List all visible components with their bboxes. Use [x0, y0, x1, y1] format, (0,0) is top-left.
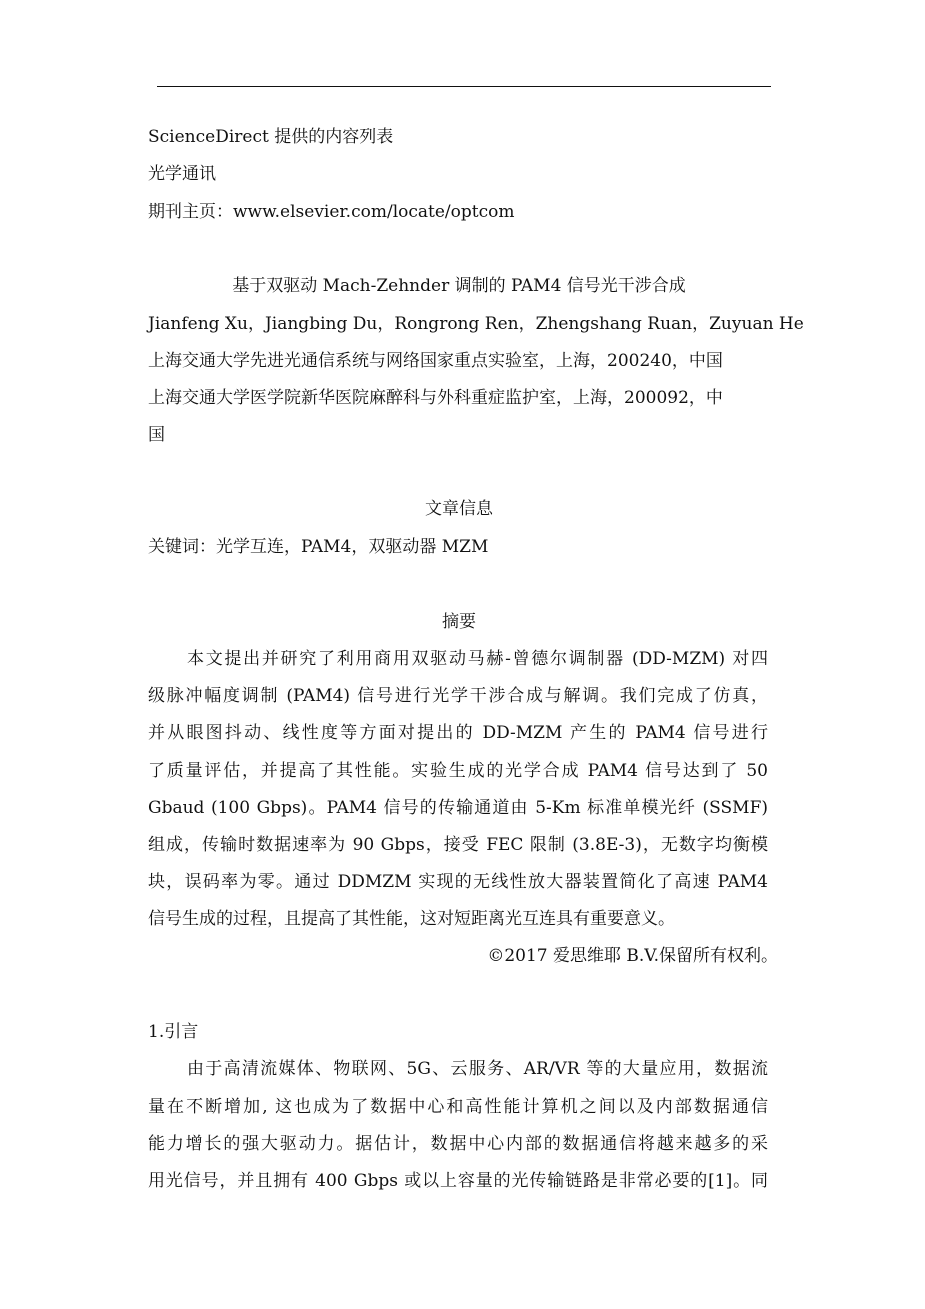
journal-homepage: 期刊主页：www.elsevier.com/locate/optcom [148, 202, 515, 222]
intro-heading: 1.引言 [148, 1022, 199, 1042]
article-info-heading: 文章信息 [425, 499, 493, 519]
abstract-line: 本文提出并研究了利用商用双驱动马赫-曾德尔调制器 (DD-MZM) 对四 [187, 649, 768, 669]
abstract-line: 了质量评估，并提高了其性能。实验生成的光学合成 PAM4 信号达到了 50 [148, 761, 768, 781]
abstract-line: 级脉冲幅度调制 (PAM4) 信号进行光学干涉合成与解调。我们完成了仿真， [148, 686, 768, 706]
intro-line: 由于高清流媒体、物联网、5G、云服务、AR/VR 等的大量应用，数据流 [187, 1059, 768, 1079]
article-title: 基于双驱动 Mach-Zehnder 调制的 PAM4 信号光干涉合成 [232, 276, 686, 296]
abstract-line: 并从眼图抖动、线性度等方面对提出的 DD-MZM 产生的 PAM4 信号进行 [148, 723, 768, 743]
abstract-line: 信号生成的过程，且提高了其性能，这对短距离光互连具有重要意义。 [148, 909, 675, 929]
abstract-line: 块，误码率为零。通过 DDMZM 实现的无线性放大器装置简化了高速 PAM4 [148, 872, 768, 892]
abstract-heading: 摘要 [442, 612, 476, 632]
affiliation-2-cont: 国 [148, 425, 165, 445]
affiliation-2: 上海交通大学医学院新华医院麻醉科与外科重症监护室，上海，200092，中 [148, 388, 723, 408]
abstract-line: Gbaud (100 Gbps)。PAM4 信号的传输通道由 5-Km 标准单模光纤 (SSMF) [148, 798, 768, 818]
journal-name: 光学通讯 [148, 164, 216, 184]
source-line: ScienceDirect 提供的内容列表 [148, 127, 394, 147]
keywords: 关键词：光学互连，PAM4，双驱动器 MZM [148, 537, 489, 557]
copyright: ©2017 爱思维耶 B.V.保留所有权利。 [487, 946, 778, 966]
top-rule [157, 86, 771, 87]
abstract-line: 组成，传输时数据速率为 90 Gbps，接受 FEC 限制 (3.8E-3)，无数字均衡模 [148, 835, 768, 855]
intro-line: 用光信号，并且拥有 400 Gbps 或以上容量的光传输链路是非常必要的[1]。同 [148, 1171, 768, 1191]
affiliation-1: 上海交通大学先进光通信系统与网络国家重点实验室，上海，200240，中国 [148, 351, 723, 371]
authors: Jianfeng Xu，Jiangbing Du，Rongrong Ren，Zhengshang Ruan，Zuyuan He [148, 314, 804, 334]
intro-line: 量在不断增加, 这也成为了数据中心和高性能计算机之间以及内部数据通信 [148, 1097, 768, 1117]
intro-line: 能力增长的强大驱动力。据估计，数据中心内部的数据通信将越来越多的采 [148, 1134, 768, 1154]
